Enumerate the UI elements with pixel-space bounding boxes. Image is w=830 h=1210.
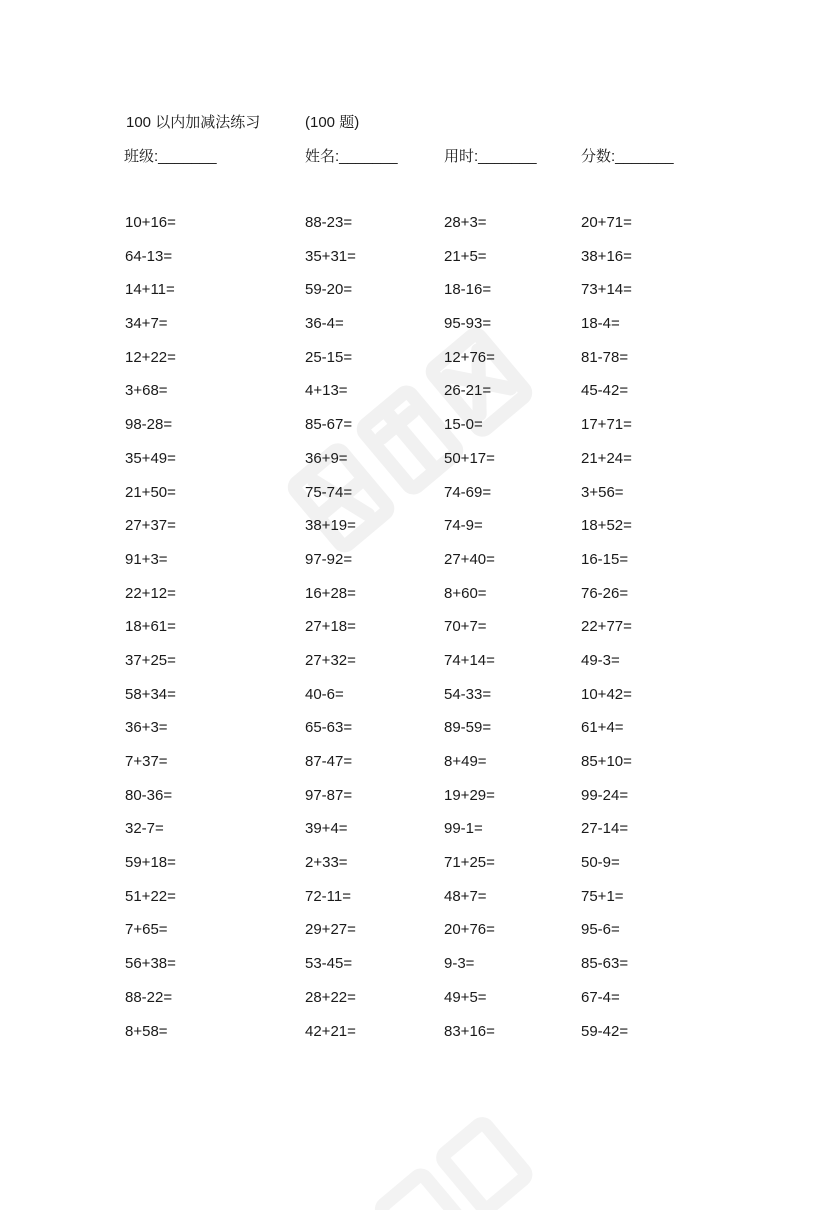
problem-item: 40-6= bbox=[305, 685, 344, 703]
page-title: 100 以内加减法练习 bbox=[126, 114, 261, 131]
problem-item: 70+7= bbox=[444, 618, 487, 636]
problem-item: 38+16= bbox=[581, 247, 632, 265]
problem-item: 36+3= bbox=[125, 719, 168, 737]
problem-item: 88-23= bbox=[305, 214, 353, 231]
problem-item: 20+71= bbox=[581, 214, 632, 231]
problem-item: 27+37= bbox=[125, 517, 176, 535]
problem-item: 22+12= bbox=[125, 584, 176, 602]
problem-item: 35+31= bbox=[305, 247, 356, 265]
problem-item: 48+7= bbox=[444, 887, 487, 905]
problem-item: 74-69= bbox=[444, 483, 492, 501]
problem-item: 12+76= bbox=[444, 348, 495, 366]
problem-item: 17+71= bbox=[581, 416, 632, 434]
problem-item: 95-6= bbox=[581, 921, 620, 939]
problem-item: 21+50= bbox=[125, 483, 176, 501]
problem-item: 65-63= bbox=[305, 719, 353, 737]
problem-item: 95-93= bbox=[444, 315, 492, 333]
problem-item: 10+16= bbox=[125, 214, 176, 231]
problem-item: 7+65= bbox=[125, 921, 168, 939]
problem-item: 20+76= bbox=[444, 921, 495, 939]
problem-item: 85-63= bbox=[581, 955, 629, 973]
problem-item: 64-13= bbox=[125, 247, 173, 265]
problem-item: 97-87= bbox=[305, 786, 353, 804]
problem-item: 18+52= bbox=[581, 517, 632, 535]
problem-column-2 bbox=[305, 210, 356, 1052]
problem-item: 59-20= bbox=[305, 281, 353, 299]
problem-item: 36-4= bbox=[305, 315, 344, 333]
problem-item: 81-78= bbox=[581, 348, 629, 366]
problem-item: 91+3= bbox=[125, 550, 168, 568]
name-field: 姓名:_______ bbox=[305, 148, 398, 165]
problem-item: 4+13= bbox=[305, 382, 348, 400]
problem-item: 38+19= bbox=[305, 517, 356, 535]
problem-item: 2+33= bbox=[305, 854, 348, 872]
problem-item: 50+17= bbox=[444, 449, 495, 467]
problem-column-3 bbox=[444, 210, 495, 1052]
problem-item: 74+14= bbox=[444, 651, 495, 669]
problem-item: 27+18= bbox=[305, 618, 356, 636]
problem-item: 29+27= bbox=[305, 921, 356, 939]
problem-item: 8+49= bbox=[444, 753, 487, 770]
problem-item: 75+1= bbox=[581, 887, 624, 905]
problem-item: 36+9= bbox=[305, 449, 348, 467]
problem-item: 19+29= bbox=[444, 786, 495, 804]
problem-item: 71+25= bbox=[444, 854, 495, 872]
problem-item: 18+61= bbox=[125, 618, 176, 636]
problem-item: 89-59= bbox=[444, 719, 492, 737]
problem-item: 54-33= bbox=[444, 685, 492, 703]
problem-item: 35+49= bbox=[125, 449, 176, 467]
problem-item: 88-22= bbox=[125, 988, 173, 1006]
problem-item: 58+34= bbox=[125, 685, 176, 703]
class-field: 班级:_______ bbox=[124, 148, 217, 165]
time-field: 用时:_______ bbox=[444, 148, 537, 165]
problem-item: 16+28= bbox=[305, 584, 356, 602]
problem-item: 97-92= bbox=[305, 550, 353, 568]
watermark-logo-icon bbox=[300, 1070, 620, 1210]
problem-item: 53-45= bbox=[305, 955, 353, 973]
problem-count: (100 题) bbox=[305, 114, 360, 131]
score-field: 分数:_______ bbox=[581, 148, 674, 165]
problem-item: 49+5= bbox=[444, 988, 487, 1006]
problem-item: 87-47= bbox=[305, 753, 353, 770]
problem-item: 39+4= bbox=[305, 820, 348, 838]
problem-item: 12+22= bbox=[125, 348, 176, 366]
problem-column-4 bbox=[581, 210, 632, 1052]
problem-item: 28+22= bbox=[305, 988, 356, 1006]
problem-item: 61+4= bbox=[581, 719, 624, 737]
problem-item: 56+38= bbox=[125, 955, 176, 973]
problem-item: 59-42= bbox=[581, 1022, 629, 1040]
problem-item: 49-3= bbox=[581, 651, 620, 669]
problem-item: 3+68= bbox=[125, 382, 168, 400]
problem-item: 21+24= bbox=[581, 449, 632, 467]
problem-item: 73+14= bbox=[581, 281, 632, 299]
problem-item: 25-15= bbox=[305, 348, 353, 366]
problem-item: 42+21= bbox=[305, 1022, 356, 1040]
problem-item: 16-15= bbox=[581, 550, 629, 568]
problem-item: 14+11= bbox=[125, 281, 175, 299]
problem-item: 99-24= bbox=[581, 786, 629, 804]
problem-item: 98-28= bbox=[125, 416, 173, 434]
problem-item: 21+5= bbox=[444, 247, 487, 265]
problem-item: 85-67= bbox=[305, 416, 353, 434]
problem-item: 27+32= bbox=[305, 651, 356, 669]
problem-item: 18-16= bbox=[444, 281, 492, 299]
problem-item: 22+77= bbox=[581, 618, 632, 636]
problem-item: 9-3= bbox=[444, 955, 475, 973]
problem-item: 7+37= bbox=[125, 753, 168, 770]
problem-item: 28+3= bbox=[444, 214, 487, 231]
problem-item: 26-21= bbox=[444, 382, 492, 400]
problem-item: 75-74= bbox=[305, 483, 353, 501]
problem-item: 74-9= bbox=[444, 517, 483, 535]
problem-item: 10+42= bbox=[581, 685, 632, 703]
problem-item: 80-36= bbox=[125, 786, 173, 804]
problem-item: 45-42= bbox=[581, 382, 629, 400]
problem-item: 67-4= bbox=[581, 988, 620, 1006]
problem-item: 3+56= bbox=[581, 483, 624, 501]
problem-item: 34+7= bbox=[125, 315, 168, 333]
problem-item: 15-0= bbox=[444, 416, 483, 434]
watermark-logo-icon bbox=[250, 280, 570, 600]
problem-item: 8+58= bbox=[125, 1022, 168, 1040]
problem-item: 99-1= bbox=[444, 820, 483, 838]
problem-item: 32-7= bbox=[125, 820, 164, 838]
problem-item: 85+10= bbox=[581, 753, 632, 770]
problem-column-1 bbox=[125, 210, 176, 1052]
problem-item: 59+18= bbox=[125, 854, 176, 872]
problem-item: 27+40= bbox=[444, 550, 495, 568]
problem-item: 27-14= bbox=[581, 820, 629, 838]
problem-item: 83+16= bbox=[444, 1022, 495, 1040]
problem-item: 51+22= bbox=[125, 887, 176, 905]
problem-item: 76-26= bbox=[581, 584, 629, 602]
problem-item: 72-11= bbox=[305, 887, 352, 905]
problem-item: 8+60= bbox=[444, 584, 487, 602]
problem-item: 50-9= bbox=[581, 854, 620, 872]
problem-item: 18-4= bbox=[581, 315, 620, 333]
problem-item: 37+25= bbox=[125, 651, 176, 669]
